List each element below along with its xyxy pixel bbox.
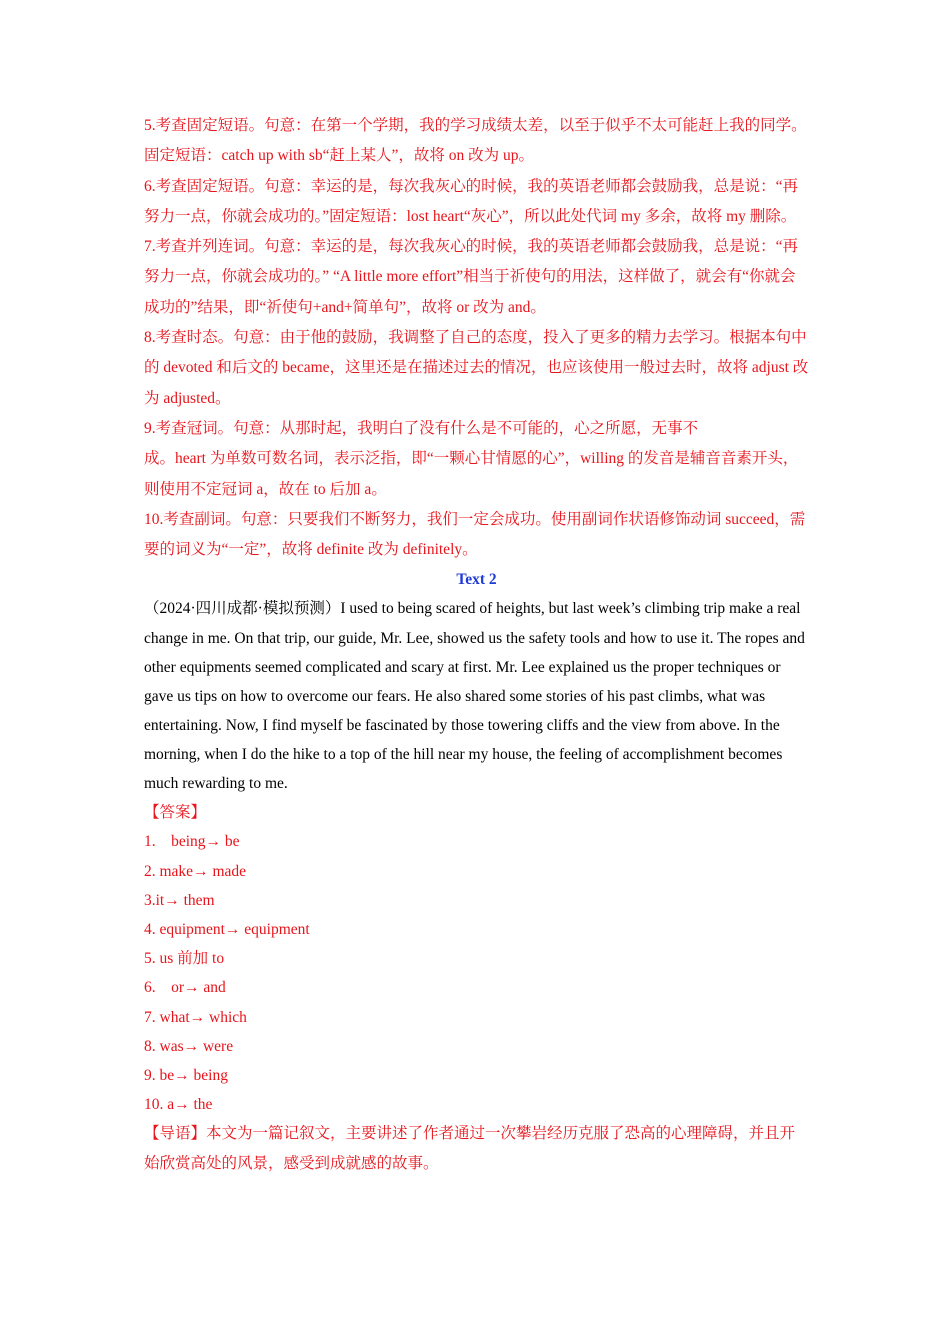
explanations-block (144, 111, 809, 565)
answer-item: 6. or→ and (144, 979, 226, 997)
answer-item: 9. be→ being (144, 1066, 228, 1084)
answer-item: 10. a→ the (144, 1096, 213, 1114)
explanation-7: 7.考查并列连词。句意：幸运的是，每次我灰心的时候，我的英语老师都会鼓励我，总是说：“再努力一点，你就会成功的。” “A little more effort”相当于祈使句的用法，这样做了，就会有“你就会成功的”结果，即“祈使句+and+简单句”，故将 or 改为 and。 (144, 238, 799, 316)
lead-text: 本文为一篇记叙文，主要讲述了作者通过一次攀岩经历克服了恐高的心理障碍，并且开始欣赏高处的风景，感受到成就感的故事。 (144, 1125, 796, 1172)
explanation-5: 5.考查固定短语。句意：在第一个学期，我的学习成绩太差，以至于似乎不太可能赶上我的同学。固定短语：catch up with sb“赶上某人”，故将 on 改为 up。 (144, 117, 807, 165)
explanation-10: 10.考查副词。句意：只要我们不断努力，我们一定会成功。使用副词作状语修饰动词 succeed，需要的词义为“一定”，故将 definite 改为 definitely。 (144, 510, 806, 559)
answer-item: 1. being→ be (144, 833, 240, 851)
answer-block (144, 798, 809, 1119)
answer-item: 2. make→ made (144, 862, 247, 880)
explanation-8: 8.考查时态。句意：由于他的鼓励，我调整了自己的态度，投入了更多的精力去学习。根据本句中的 devoted 和后文的 became，这里还是在描述过去的情况，也应该使用一般过去时，故将 adjust 改为 adjusted。 (144, 329, 809, 407)
explanation-9-part1: 9.考查冠词。句意：从那时起，我明白了没有什么是不可能的，心之所愿，无事不 (144, 419, 699, 437)
answer-header: 【答案】 (144, 804, 207, 822)
explanation-9-part2: 成。heart 为单数可数名词，表示泛指，即“一颗心甘情愿的心”，willing 的发音是辅音音素开头，则使用不定冠词 a，故在 to 后加 a。 (144, 450, 799, 498)
answer-item: 5. us 前加 to (144, 950, 225, 968)
lead-label: 【导语】 (144, 1125, 207, 1143)
explanation-6: 6.考查固定短语。句意：幸运的是，每次我灰心的时候，我的英语老师都会鼓励我，总是说：“再努力一点，你就会成功的。”固定短语：lost heart“灰心”，所以此处代词 my 多余，故将 my 删除。 (144, 177, 799, 225)
answer-item: 8. was→ were (144, 1037, 234, 1055)
answer-item: 4. equipment→ equipment (144, 920, 310, 938)
section-title: Text 2 (456, 571, 497, 589)
lead-paragraph (144, 1119, 809, 1178)
answer-item: 7. what→ which (144, 1008, 247, 1026)
document-page (144, 111, 809, 1178)
answer-item: 3.it→ them (144, 891, 215, 909)
text2-passage: （2024·四川成都·模拟预测）I used to being scared of heights, but last week’s climbing trip make a real change in me. On that trip, our guide, Mr. Lee, showed us the safety tools and how to use it. The ropes and other equipments seemed complicated and scary at first. Mr. Lee explained us the proper techniques or gave us tips on how to overcome our fears. He also shared some stories of his past climbs, what was entertaining. Now, I find myself be fascinated by those towering cliffs and the view from above. In the morning, when I do the hike to a top of the hill near my house, the feeling of accomplishment becomes much rewarding to me. (144, 600, 805, 793)
